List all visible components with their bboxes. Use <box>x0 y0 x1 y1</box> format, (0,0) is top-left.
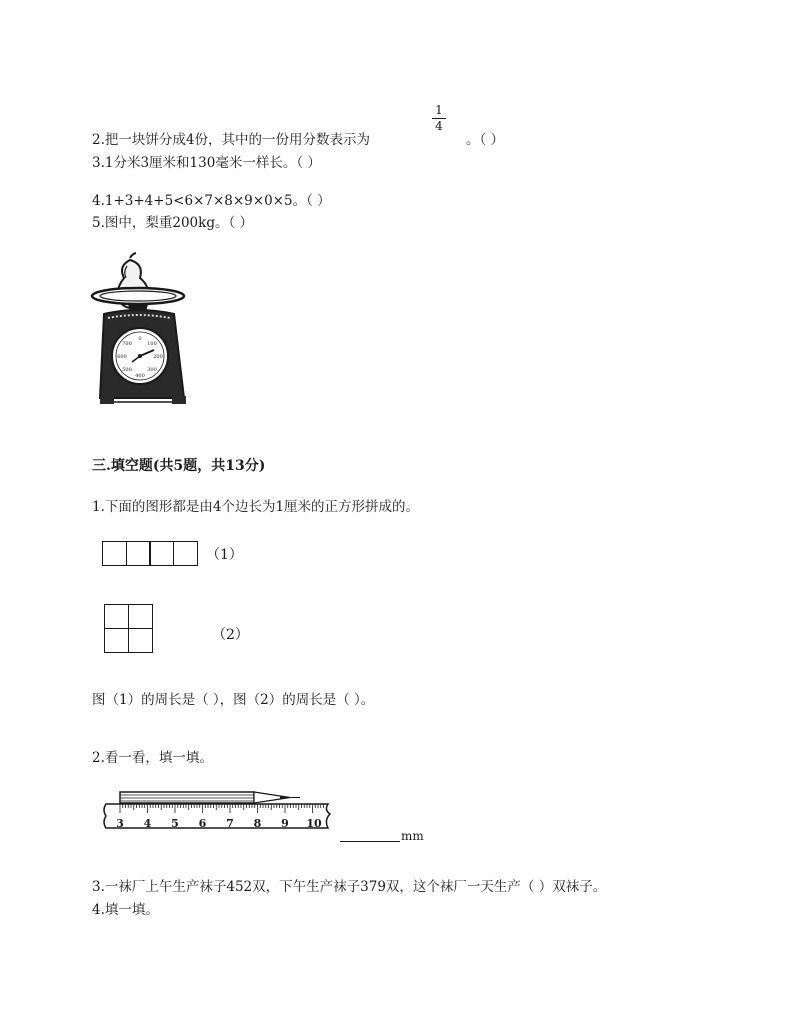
scale-dial <box>112 328 168 384</box>
dial-label-0: 0 <box>138 336 142 342</box>
figure-1-label: （1） <box>206 547 243 563</box>
dial-label-200: 200 <box>153 354 163 360</box>
figure-2-label: （2） <box>212 627 249 643</box>
fraction-one-quarter <box>432 104 446 133</box>
ruler-tick-label: 9 <box>281 817 289 830</box>
fraction-denominator: 4 <box>435 119 443 133</box>
ruler-tick-label: 8 <box>253 817 262 830</box>
ruler-tick-label: 5 <box>171 817 179 830</box>
unit-square <box>104 628 129 653</box>
fraction-numerator: 1 <box>435 103 443 117</box>
ruler-with-pencil-illustration <box>100 788 340 838</box>
unit-square <box>128 628 153 653</box>
unit-square <box>149 541 174 566</box>
question-2-tail: 。（ ） <box>466 132 505 148</box>
scale-with-pear-illustration <box>94 252 194 410</box>
answer-blank-line[interactable] <box>340 841 400 842</box>
ruler <box>104 804 330 830</box>
question-3: 3.1分米3厘米和130毫米一样长。（ ） <box>92 155 321 171</box>
question-2-text: 2.把一块饼分成4份，其中的一份用分数表示为 <box>92 132 370 148</box>
fill-question-1: 1.下面的图形都是由4个边长为1厘米的正方形拼成的。 <box>92 499 420 515</box>
pencil-icon <box>120 792 300 803</box>
question-4: 4.1+3+4+5<6×7×8×9×0×5。（ ） <box>92 193 331 209</box>
question-5: 5.图中，梨重200kg。（ ） <box>92 215 254 231</box>
dial-label-600: 600 <box>117 354 127 360</box>
ruler-tick-label: 10 <box>306 817 322 830</box>
dial-label-500: 500 <box>122 367 132 373</box>
ruler-tick-label: 7 <box>226 817 234 830</box>
unit-square <box>128 604 153 629</box>
ruler-tick-label: 3 <box>116 817 124 830</box>
dial-label-400: 400 <box>135 373 145 379</box>
unit-square <box>126 541 151 566</box>
dial-label-100: 100 <box>147 341 157 347</box>
dial-label-700: 700 <box>122 341 132 347</box>
unit-square <box>173 541 198 566</box>
fill-question-4: 4.填一填。 <box>92 902 159 918</box>
fill-question-3: 3.一袜厂上午生产袜子452双，下午生产袜子379双，这个袜厂一天生产（ ）双袜子。 <box>92 879 607 895</box>
ruler-tick-label: 6 <box>198 817 207 830</box>
scale-pan <box>92 288 184 312</box>
fill-question-2: 2.看一看，填一填。 <box>92 750 213 766</box>
unit-square <box>104 604 129 629</box>
dial-label-300: 300 <box>147 367 157 373</box>
unit-square <box>102 541 127 566</box>
ruler-tick-label: 4 <box>143 817 152 830</box>
ruler-answer-unit: mm <box>401 829 424 843</box>
fill-question-1-answer: 图（1）的周长是（ ），图（2）的周长是（ ）。 <box>92 692 375 708</box>
section-3-heading: 三.填空题(共5题，共13分) <box>92 458 266 474</box>
